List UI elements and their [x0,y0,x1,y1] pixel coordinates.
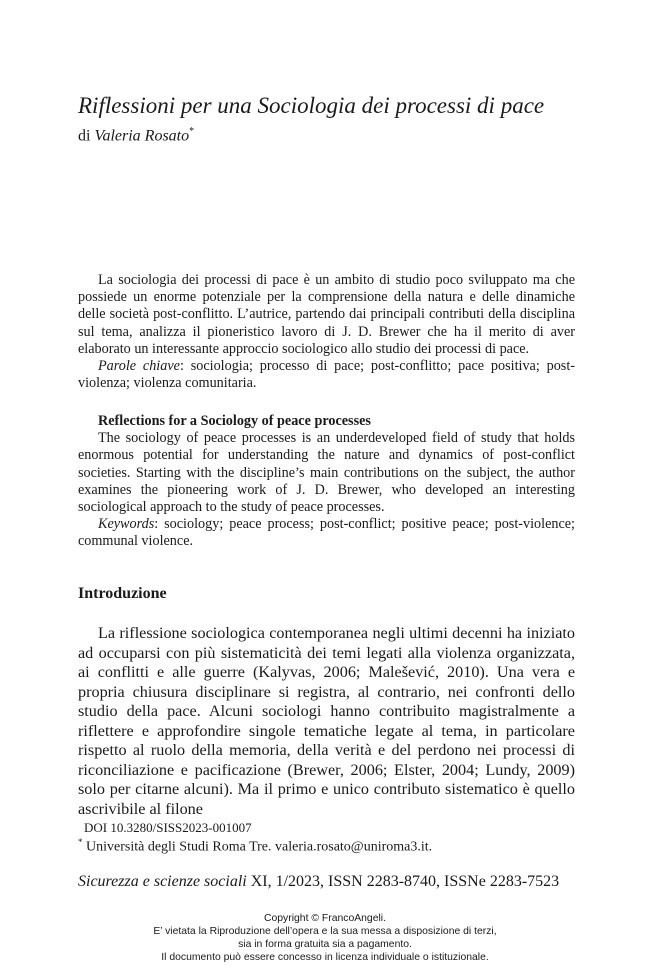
author-prefix: di [78,127,91,145]
section-heading-introduzione: Introduzione [78,585,167,602]
affiliation-footnote [78,837,432,856]
affiliation-text: Università degli Studi Roma Tre. valeria.rosato@uniroma3.it. [86,839,433,855]
keywords-italian-list: : sociologia; processo di pace; post-conflitto; pace positiva; post-violenza; violenza comunitaria. [78,358,575,392]
doi-footnote: DOI 10.3280/SISS2023-001007 [84,820,252,835]
abstract-english-text: The sociology of peace processes is an underdeveloped field of study that holds enormous potential for understanding the nature and dynamics of post-conflict societies. Starting with the discipline’s main contributions on the subject, the author examines the pioneering work of J. D. Brewer, who developed an interesting sociological approach to the study of peace processes. [78,430,575,516]
abstract-english [78,413,575,551]
journal-details: XI, 1/2023, ISSN 2283-8740, ISSNe 2283-7523 [250,873,560,890]
abstract-italian [78,272,575,392]
author-line [78,126,194,145]
keywords-italian [78,358,575,392]
keywords-english [78,516,575,550]
copyright-line-3: sia in forma gratuita sia a pagamento. [238,939,412,950]
journal-citation [78,873,559,891]
journal-name: Sicurezza e scienze sociali [78,873,247,890]
author-footnote-mark: * [189,126,195,137]
author-name: Valeria Rosato [94,127,190,145]
copyright-line-2: E’ vietata la Riproduzione dell’opera e la sua messa a disposizione di terzi, [153,926,497,937]
copyright-line-4: Il documento può essere concesso in licenza individuale o istituzionale. [161,952,489,963]
abstract-english-title: Reflections for a Sociology of peace processes [98,413,371,429]
affiliation-mark: * [78,837,83,847]
copyright-notice [0,912,650,964]
keywords-english-label: Keywords [98,516,155,533]
copyright-line-1: Copyright © FrancoAngeli. [263,913,386,924]
abstract-italian-text: La sociologia dei processi di pace è un ambito di studio poco sviluppato ma che possiede un enorme potenziale per la comprensione della natura e delle dinamiche delle società post-conflitto. L’autrice, partendo dai principali contributi della disciplina sul tema, analizza il pioneristico lavoro di J. D. Brewer che ha il merito di aver elaborato un interessante approccio sociologico allo studio dei processi di pace. [78,272,575,357]
keywords-italian-label: Parole chiave [98,358,180,375]
introduction-paragraph: La riflessione sociologica contemporanea negli ultimi decenni ha iniziato ad occuparsi con più sistematicità dei temi legati alla violenza organizzata, ai conflitti e alle guerre (Kalyvas, 2006; Malešević, 2010). Una vera e propria chiusura disciplinare si registra, al contrario, nei confronti dello studio della pace. Alcuni sociologi hanno contribuito magistralmente a riflettere e approfondire singole tematiche legate al tema, in particolare rispetto al ruolo della memoria, della verità e del perdono nei processi di riconciliazione e pacificazione (Brewer, 2006; Elster, 2004; Lundy, 2009) solo per citarne alcuni). Ma il primo e unico contributo sistematico è quello ascrivibile al filone [78,624,575,818]
article-title: Riflessioni per una Sociologia dei processi di pace [78,93,545,118]
keywords-english-list: : sociology; peace process; post-conflict; positive peace; post-violence; communal violence. [78,516,575,550]
